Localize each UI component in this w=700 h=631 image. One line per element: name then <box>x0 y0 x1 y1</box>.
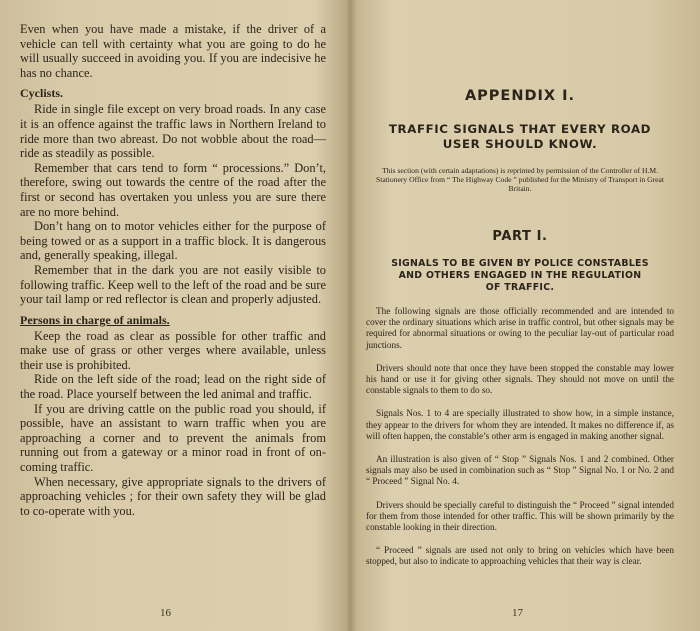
body-paragraph: Drivers should note that once they have been stopped the constable may lower his hand or use it for giving other signals. They should not move on until the constable signals to them to do so. <box>366 362 674 396</box>
body-paragraph: Signals Nos. 1 to 4 are specially illustrated to show how, in a simple instance, they appear to the drivers for whom they are intended. It makes no difference if, as will often happen, the constable’s other arm is engaged in making another signal. <box>366 408 674 441</box>
appendix-subtitle-line: USER SHOULD KNOW. <box>442 137 598 151</box>
animals-paragraph: Keep the road as clear as possible for other traffic and make use of grass or other verges where available, unless their use is prohibited. <box>20 328 326 372</box>
section-heading-line: AND OTHERS ENGAGED IN THE REGULATION <box>398 270 642 281</box>
page-number: 17 <box>512 607 523 619</box>
appendix-subtitle <box>366 122 674 152</box>
intro-paragraph: Even when you have made a mistake, if the driver of a vehicle can tell with certainty what you are going to do he will usually succeed in avoiding you. If you are indecisive he has no chance. <box>20 22 326 80</box>
cyclists-heading: Cyclists. <box>20 86 63 101</box>
section-heading <box>366 258 674 294</box>
cyclists-paragraph: Don’t hang on to motor vehicles either for the purpose of being towed or as a support in a traffic block. It is dangerous and, generally speaking, illegal. <box>20 219 326 263</box>
body-paragraph: The following signals are those officially recommended and are intended to cover the ordinary situations which arise in traffic control, but other signals may be required for abnormal situations or owing to the peculiar lay-out of particular road junctions. <box>366 306 674 350</box>
animals-paragraph: If you are driving cattle on the public road you should, if possible, have an assistant to warn traffic when you are approaching a corner and to prevent the animals from running out from a gateway or a minor road in front of on-coming traffic. <box>20 401 326 475</box>
body-paragraph: “ Proceed ” signals are used not only to bring on vehicles which have been stopped, but also to indicate to approaching vehicles that their way is clear. <box>366 545 674 567</box>
section-heading-line: SIGNALS TO BE GIVEN BY POLICE CONSTABLES <box>391 258 649 269</box>
animals-paragraph: When necessary, give appropriate signals to the drivers of approaching vehicles ; for their own safety they will be glad to co-operate with you. <box>20 474 326 518</box>
permission-note: This section (with certain adaptations) is reprinted by permission of the Controller of H.M. Stationery Office from “ The Highway Code ” published for the Ministry of Transport in Great Britain. <box>375 166 665 193</box>
cyclists-paragraph: Remember that in the dark you are not easily visible to following traffic. Keep well to the left of the road and be sure your tail lamp or red reflector is clean and properly adjusted. <box>20 262 326 307</box>
section-heading-line: OF TRAFFIC. <box>485 282 555 293</box>
cyclists-paragraph: Remember that cars tend to form “ processions.” Don’t, therefore, swing out towards the centre of the road after the first or second has overtaken you unless you are sure there are no more behind. <box>20 160 326 219</box>
body-paragraph: Drivers should be specially careful to distinguish the “ Proceed ” signal intended for them from those intended for other traffic. This will be shown primarily by the constable looking in their direction. <box>366 499 674 533</box>
right-page <box>352 0 700 631</box>
appendix-subtitle-line: TRAFFIC SIGNALS THAT EVERY ROAD <box>388 122 652 136</box>
cyclists-paragraph: Ride in single file except on very broad roads. In any case it is an offence against the traffic laws in Northern Ireland to ride more than two abreast. Do not wobble about the road—ride as steadily as possible. <box>20 102 326 161</box>
animals-heading: Persons in charge of animals. <box>20 312 170 327</box>
animals-paragraph: Ride on the left side of the road; lead on the right side of the road. Place yourself between the led animal and traffic. <box>20 372 326 402</box>
left-page <box>0 0 348 631</box>
part-title: PART I. <box>492 229 548 244</box>
page-number: 16 <box>160 607 171 619</box>
appendix-title: APPENDIX I. <box>464 88 576 104</box>
body-paragraph: An illustration is also given of “ Stop ” Signals Nos. 1 and 2 combined. Other signals may also be used in combination such as “ Stop ” Signal No. 1 or No. 2 and “ Proceed ” Signal No. 4. <box>366 454 674 487</box>
